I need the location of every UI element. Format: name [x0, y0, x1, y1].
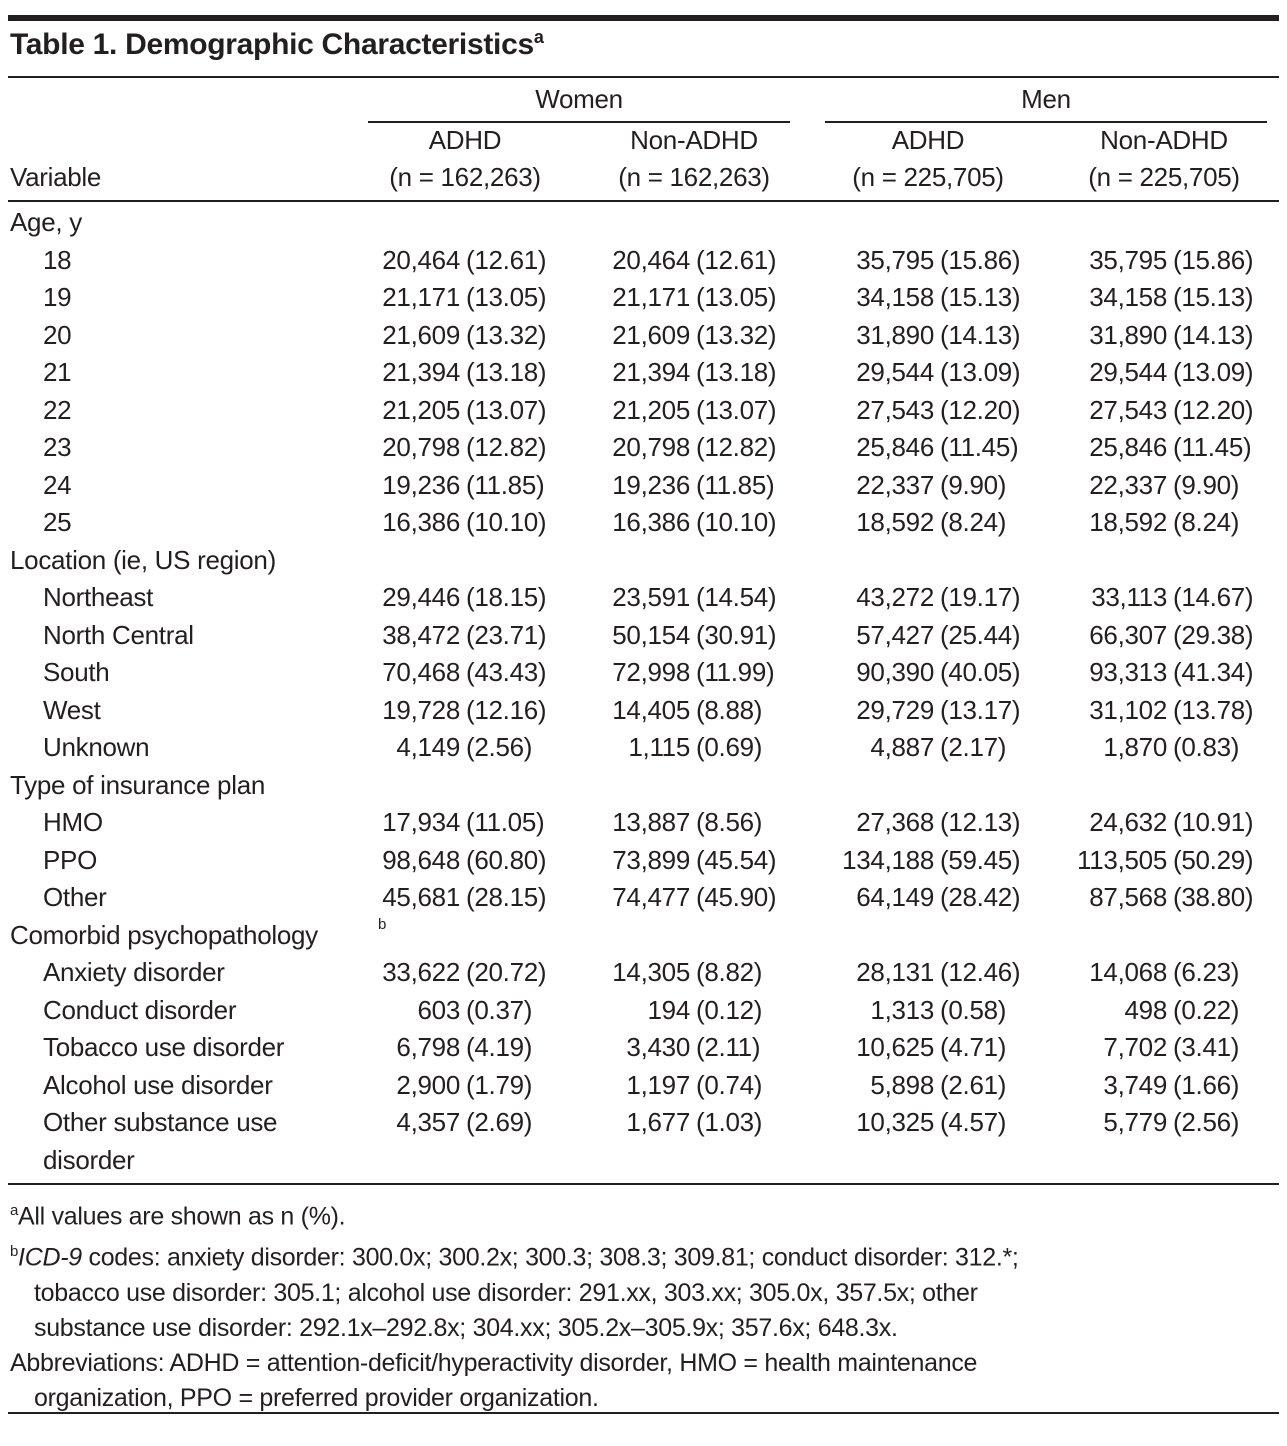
table-row	[0, 807, 1287, 844]
cell-percent: (0.74)	[696, 1069, 763, 1100]
cell-percent: (10.10)	[466, 507, 547, 537]
cell-count: 21,171	[382, 282, 460, 312]
cell-count: 7,702	[1103, 1032, 1167, 1062]
cell-count: 21,609	[612, 319, 690, 350]
cell-percent: (13.18)	[696, 357, 777, 387]
cell-count: 90,390	[856, 657, 934, 687]
cell-percent: (11.45)	[940, 432, 1019, 462]
cell-count: 93,313	[1089, 657, 1167, 687]
cell-percent: (23.71)	[466, 619, 547, 650]
cell-count: 14,068	[1089, 957, 1167, 987]
cell-count: 31,102	[1089, 694, 1167, 725]
cell-percent: (6.23)	[1173, 957, 1240, 987]
cell-count: 498	[1124, 994, 1167, 1025]
cell-percent: (0.22)	[1173, 994, 1240, 1025]
cell-count: 134,188	[842, 844, 934, 875]
cell-percent: (2.61)	[940, 1069, 1007, 1100]
cell-count: 27,368	[856, 807, 934, 837]
cell-percent: (2.11)	[696, 1032, 761, 1062]
cell-percent: (2.56)	[466, 732, 533, 762]
cell-count: 43,272	[856, 582, 934, 612]
cell-percent: (50.29)	[1173, 844, 1254, 875]
cell-count: 20,464	[612, 244, 690, 275]
cell-count: 29,729	[856, 694, 934, 725]
header-rule	[8, 200, 1279, 202]
cell-count: 29,544	[1089, 357, 1167, 387]
row-label: Conduct disorder	[43, 994, 237, 1025]
cell-count: 64,149	[856, 882, 934, 912]
cell-percent: (14.67)	[1173, 582, 1254, 612]
cell-count: 14,305	[612, 957, 690, 987]
cell-count: 19,236	[382, 469, 460, 500]
table-row	[0, 1032, 1287, 1069]
cell-percent: (13.05)	[466, 282, 547, 312]
section-label: Location (ie, US region)	[10, 544, 276, 575]
section-header	[0, 770, 1287, 807]
cell-percent: (19.17)	[940, 582, 1021, 612]
cell-percent: (4.71)	[940, 1032, 1007, 1062]
cell-percent: (18.15)	[466, 582, 547, 612]
group-men: Men	[1021, 84, 1071, 114]
cell-count: 21,205	[612, 394, 690, 425]
cell-percent: (14.13)	[940, 319, 1021, 350]
cell-percent: (12.61)	[466, 244, 547, 275]
col-women-nonadhd-n: (n = 162,263)	[618, 162, 770, 192]
cell-count: 33,622	[382, 957, 460, 987]
col-women-nonadhd: Non-ADHD	[630, 125, 758, 155]
cell-count: 28,131	[856, 957, 934, 987]
cell-percent: (15.13)	[940, 282, 1021, 312]
table-row	[0, 432, 1287, 469]
footnote-b: $^b$ICD-9 codes: anxiety disorder: 300.0x; 300.2x; 300.3; 308.3; 309.81; conduct disorder: 312.*; tobacco use disorder: 305.1; alcohol use disorder: 291.xx, 303.xx; 305.0x, 357.5x; other substance use disorder: 292.1x–292.8x; 304.xx; 305.2x–305.9x; 357.6x; 648.3x.	[10, 1243, 1019, 1342]
cell-percent: (3.41)	[1173, 1032, 1240, 1062]
cell-percent: (29.38)	[1173, 619, 1254, 650]
cell-count: 16,386	[382, 507, 460, 537]
cell-count: 6,798	[396, 1032, 460, 1062]
cell-count: 113,505	[1077, 844, 1167, 875]
cell-count: 18,592	[856, 507, 934, 537]
cell-count: 20,798	[612, 432, 690, 462]
cell-count: 21,171	[612, 282, 690, 312]
table-row	[0, 695, 1287, 732]
cell-percent: (13.07)	[696, 394, 777, 425]
cell-count: 3,749	[1103, 1069, 1167, 1100]
cell-percent: (12.82)	[696, 432, 777, 462]
section-header	[0, 207, 1287, 244]
row-label: 25	[43, 507, 72, 537]
col-men-adhd: ADHD	[891, 125, 965, 155]
cell-percent: (2.69)	[466, 1107, 533, 1137]
table-row	[0, 1070, 1287, 1107]
row-label: PPO	[43, 844, 98, 875]
cell-count: 4,149	[396, 732, 460, 762]
cell-percent: (11.45)	[1173, 432, 1252, 462]
row-label: Alcohol use disorder	[43, 1069, 273, 1100]
cell-percent: (13.32)	[696, 319, 777, 350]
table-row	[0, 395, 1287, 432]
cell-percent: (13.09)	[1173, 357, 1254, 387]
row-label: West	[43, 694, 101, 725]
cell-percent: (4.57)	[940, 1107, 1007, 1137]
row-label: Tobacco use disorder	[43, 1032, 285, 1062]
cell-count: 98,648	[382, 844, 460, 875]
cell-percent: (43.43)	[466, 657, 547, 687]
cell-count: 25,846	[1089, 432, 1167, 462]
row-label: Other	[43, 882, 107, 912]
row-label: HMO	[43, 807, 103, 837]
table-title: Table 1. Demographic Characteristics$^a$	[10, 27, 544, 61]
cell-count: 21,205	[382, 394, 460, 425]
cell-count: 74,477	[612, 882, 690, 912]
cell-count: 25,846	[856, 432, 934, 462]
cell-count: 17,934	[382, 807, 460, 837]
cell-percent: (1.66)	[1173, 1069, 1240, 1100]
cell-percent: (12.61)	[696, 244, 777, 275]
cell-count: 22,337	[1089, 469, 1167, 500]
table-row	[0, 507, 1287, 544]
cell-percent: (9.90)	[1173, 469, 1240, 500]
cell-count: 23,591	[612, 582, 690, 612]
cell-count: 50,154	[612, 619, 690, 650]
cell-percent: (13.05)	[696, 282, 777, 312]
section-label: Comorbid psychopathology	[10, 919, 318, 950]
cell-count: 45,681	[382, 882, 460, 912]
section-label: Age, y	[10, 207, 82, 237]
table-row	[0, 732, 1287, 769]
cell-percent: (12.20)	[940, 394, 1021, 425]
cell-count: 35,795	[856, 244, 934, 275]
cell-count: 21,394	[382, 357, 460, 387]
cell-count: 18,592	[1089, 507, 1167, 537]
table-row	[0, 957, 1287, 994]
table-row	[0, 320, 1287, 357]
cell-percent: (45.90)	[696, 882, 777, 912]
cell-percent: (11.99)	[696, 657, 775, 687]
table-row	[0, 620, 1287, 657]
cell-percent: (40.05)	[940, 657, 1021, 687]
cell-count: 1,313	[870, 994, 934, 1025]
table-row	[0, 995, 1287, 1032]
cell-percent: (45.54)	[696, 844, 777, 875]
table-row	[0, 282, 1287, 319]
cell-count: 29,544	[856, 357, 934, 387]
cell-count: 21,609	[382, 319, 460, 350]
section-header	[0, 915, 1287, 957]
cell-percent: (13.07)	[466, 394, 547, 425]
table-row	[0, 245, 1287, 282]
row-label: 24	[43, 469, 72, 500]
cell-percent: (10.91)	[1173, 807, 1254, 837]
cell-count: 4,887	[870, 732, 934, 762]
cell-count: 19,236	[612, 469, 690, 500]
cell-percent: (30.91)	[696, 619, 777, 650]
col-men-nonadhd-n: (n = 225,705)	[1088, 162, 1240, 192]
cell-count: 33,113	[1091, 582, 1167, 612]
cell-percent: (11.05)	[466, 807, 545, 837]
cell-count: 194	[647, 994, 690, 1025]
cell-count: 4,357	[396, 1107, 460, 1137]
row-label: Unknown	[43, 732, 150, 762]
cell-percent: (41.34)	[1173, 657, 1254, 687]
group-women: Women	[535, 84, 623, 114]
cell-count: 31,890	[856, 319, 934, 350]
cell-percent: (8.24)	[940, 507, 1007, 537]
section-footnote-mark: b	[378, 915, 387, 933]
cell-count: 1,197	[626, 1069, 690, 1100]
cell-count: 24,632	[1089, 807, 1167, 837]
cell-percent: (20.72)	[466, 957, 547, 987]
cell-count: 10,625	[856, 1032, 934, 1062]
cell-percent: (13.78)	[1173, 694, 1254, 725]
cell-percent: (15.86)	[940, 244, 1021, 275]
cell-count: 20,798	[382, 432, 460, 462]
group-men-rule	[825, 121, 1267, 123]
cell-percent: (12.20)	[1173, 394, 1254, 425]
cell-percent: (14.54)	[696, 582, 777, 612]
row-label: North Central	[43, 619, 194, 650]
cell-count: 1,115	[628, 732, 690, 762]
cell-percent: (11.85)	[696, 469, 775, 500]
cell-percent: (60.80)	[466, 844, 547, 875]
table-row	[0, 470, 1287, 507]
cell-percent: (15.13)	[1173, 282, 1254, 312]
cell-count: 13,887	[612, 807, 690, 837]
cell-percent: (13.17)	[940, 694, 1021, 725]
cell-percent: (15.86)	[1173, 244, 1254, 275]
col-women-adhd: ADHD	[428, 125, 502, 155]
row-label-continued: disorder	[43, 1144, 135, 1175]
cell-percent: (59.45)	[940, 844, 1021, 875]
col-men-adhd-n: (n = 225,705)	[852, 162, 1004, 192]
cell-count: 1,677	[626, 1107, 690, 1137]
cell-count: 3,430	[626, 1032, 690, 1062]
cell-count: 34,158	[1089, 282, 1167, 312]
top-rule	[8, 15, 1279, 21]
cell-percent: (38.80)	[1173, 882, 1254, 912]
cell-percent: (0.69)	[696, 732, 763, 762]
cell-percent: (25.44)	[940, 619, 1021, 650]
cell-percent: (0.58)	[940, 994, 1007, 1025]
row-label: Northeast	[43, 582, 154, 612]
cell-percent: (12.13)	[940, 807, 1021, 837]
cell-percent: (28.42)	[940, 882, 1021, 912]
cell-count: 2,900	[396, 1069, 460, 1100]
cell-percent: (28.15)	[466, 882, 547, 912]
cell-count: 38,472	[382, 619, 460, 650]
cell-count: 73,899	[612, 844, 690, 875]
group-women-rule	[368, 121, 790, 123]
table-row	[0, 882, 1287, 919]
abbreviations: Abbreviations: ADHD = attention-deficit/hyperactivity disorder, HMO = health maintenance organization, PPO = preferred provider organization.	[10, 1348, 978, 1412]
cell-count: 66,307	[1089, 619, 1167, 650]
cell-count: 19,728	[382, 694, 460, 725]
cell-count: 5,898	[870, 1069, 934, 1100]
cell-count: 31,890	[1089, 319, 1167, 350]
col-variable: Variable	[10, 162, 102, 192]
col-men-nonadhd: Non-ADHD	[1100, 125, 1228, 155]
row-label: Other substance use	[43, 1107, 278, 1137]
row-label: South	[43, 657, 110, 687]
cell-count: 10,325	[856, 1107, 934, 1137]
cell-percent: (8.88)	[696, 694, 763, 725]
cell-percent: (8.82)	[696, 957, 763, 987]
cell-percent: (1.79)	[466, 1069, 533, 1100]
cell-count: 22,337	[856, 469, 934, 500]
cell-percent: (8.56)	[696, 807, 763, 837]
cell-count: 603	[417, 994, 460, 1025]
cell-percent: (8.24)	[1173, 507, 1240, 537]
cell-count: 27,543	[1089, 394, 1167, 425]
cell-count: 72,998	[612, 657, 690, 687]
body-rule	[8, 1183, 1279, 1185]
cell-count: 70,468	[382, 657, 460, 687]
cell-count: 27,543	[856, 394, 934, 425]
title-rule	[8, 76, 1279, 78]
cell-percent: (12.46)	[940, 957, 1021, 987]
cell-count: 5,779	[1103, 1107, 1167, 1137]
row-label: 23	[43, 432, 72, 462]
cell-percent: (12.16)	[466, 694, 547, 725]
table-row	[0, 582, 1287, 619]
cell-count: 34,158	[856, 282, 934, 312]
footnote-a: $^a$All values are shown as n (%).	[10, 1202, 346, 1231]
section-header	[0, 545, 1287, 582]
cell-percent: (14.13)	[1173, 319, 1254, 350]
cell-percent: (0.83)	[1173, 732, 1240, 762]
cell-count: 87,568	[1089, 882, 1167, 912]
row-label: 21	[43, 357, 72, 387]
cell-count: 29,446	[382, 582, 460, 612]
row-label: 18	[43, 244, 72, 275]
table-row	[0, 657, 1287, 694]
cell-percent: (13.32)	[466, 319, 547, 350]
bottom-rule	[8, 1412, 1279, 1414]
table-row	[0, 357, 1287, 394]
row-label: 19	[43, 282, 72, 312]
cell-percent: (11.85)	[466, 469, 545, 500]
cell-count: 35,795	[1089, 244, 1167, 275]
cell-count: 20,464	[382, 244, 460, 275]
table-row-continued	[0, 1145, 1287, 1182]
cell-percent: (13.09)	[940, 357, 1021, 387]
cell-percent: (0.12)	[696, 994, 763, 1025]
cell-count: 16,386	[612, 507, 690, 537]
cell-percent: (1.03)	[696, 1107, 763, 1137]
row-label: 20	[43, 319, 72, 350]
cell-percent: (2.17)	[940, 732, 1007, 762]
table-row	[0, 845, 1287, 882]
cell-count: 57,427	[856, 619, 934, 650]
cell-count: 21,394	[612, 357, 690, 387]
cell-percent: (9.90)	[940, 469, 1007, 500]
section-label: Type of insurance plan	[10, 769, 266, 800]
cell-count: 1,870	[1103, 732, 1167, 762]
cell-percent: (4.19)	[466, 1032, 533, 1062]
footnotes	[10, 1193, 1019, 1416]
table-row	[0, 1107, 1287, 1144]
cell-percent: (0.37)	[466, 994, 533, 1025]
col-women-adhd-n: (n = 162,263)	[389, 162, 541, 192]
cell-percent: (10.10)	[696, 507, 777, 537]
row-label: Anxiety disorder	[43, 957, 225, 987]
cell-percent: (13.18)	[466, 357, 547, 387]
cell-percent: (12.82)	[466, 432, 547, 462]
row-label: 22	[43, 394, 72, 425]
cell-count: 14,405	[612, 694, 690, 725]
cell-percent: (2.56)	[1173, 1107, 1240, 1137]
